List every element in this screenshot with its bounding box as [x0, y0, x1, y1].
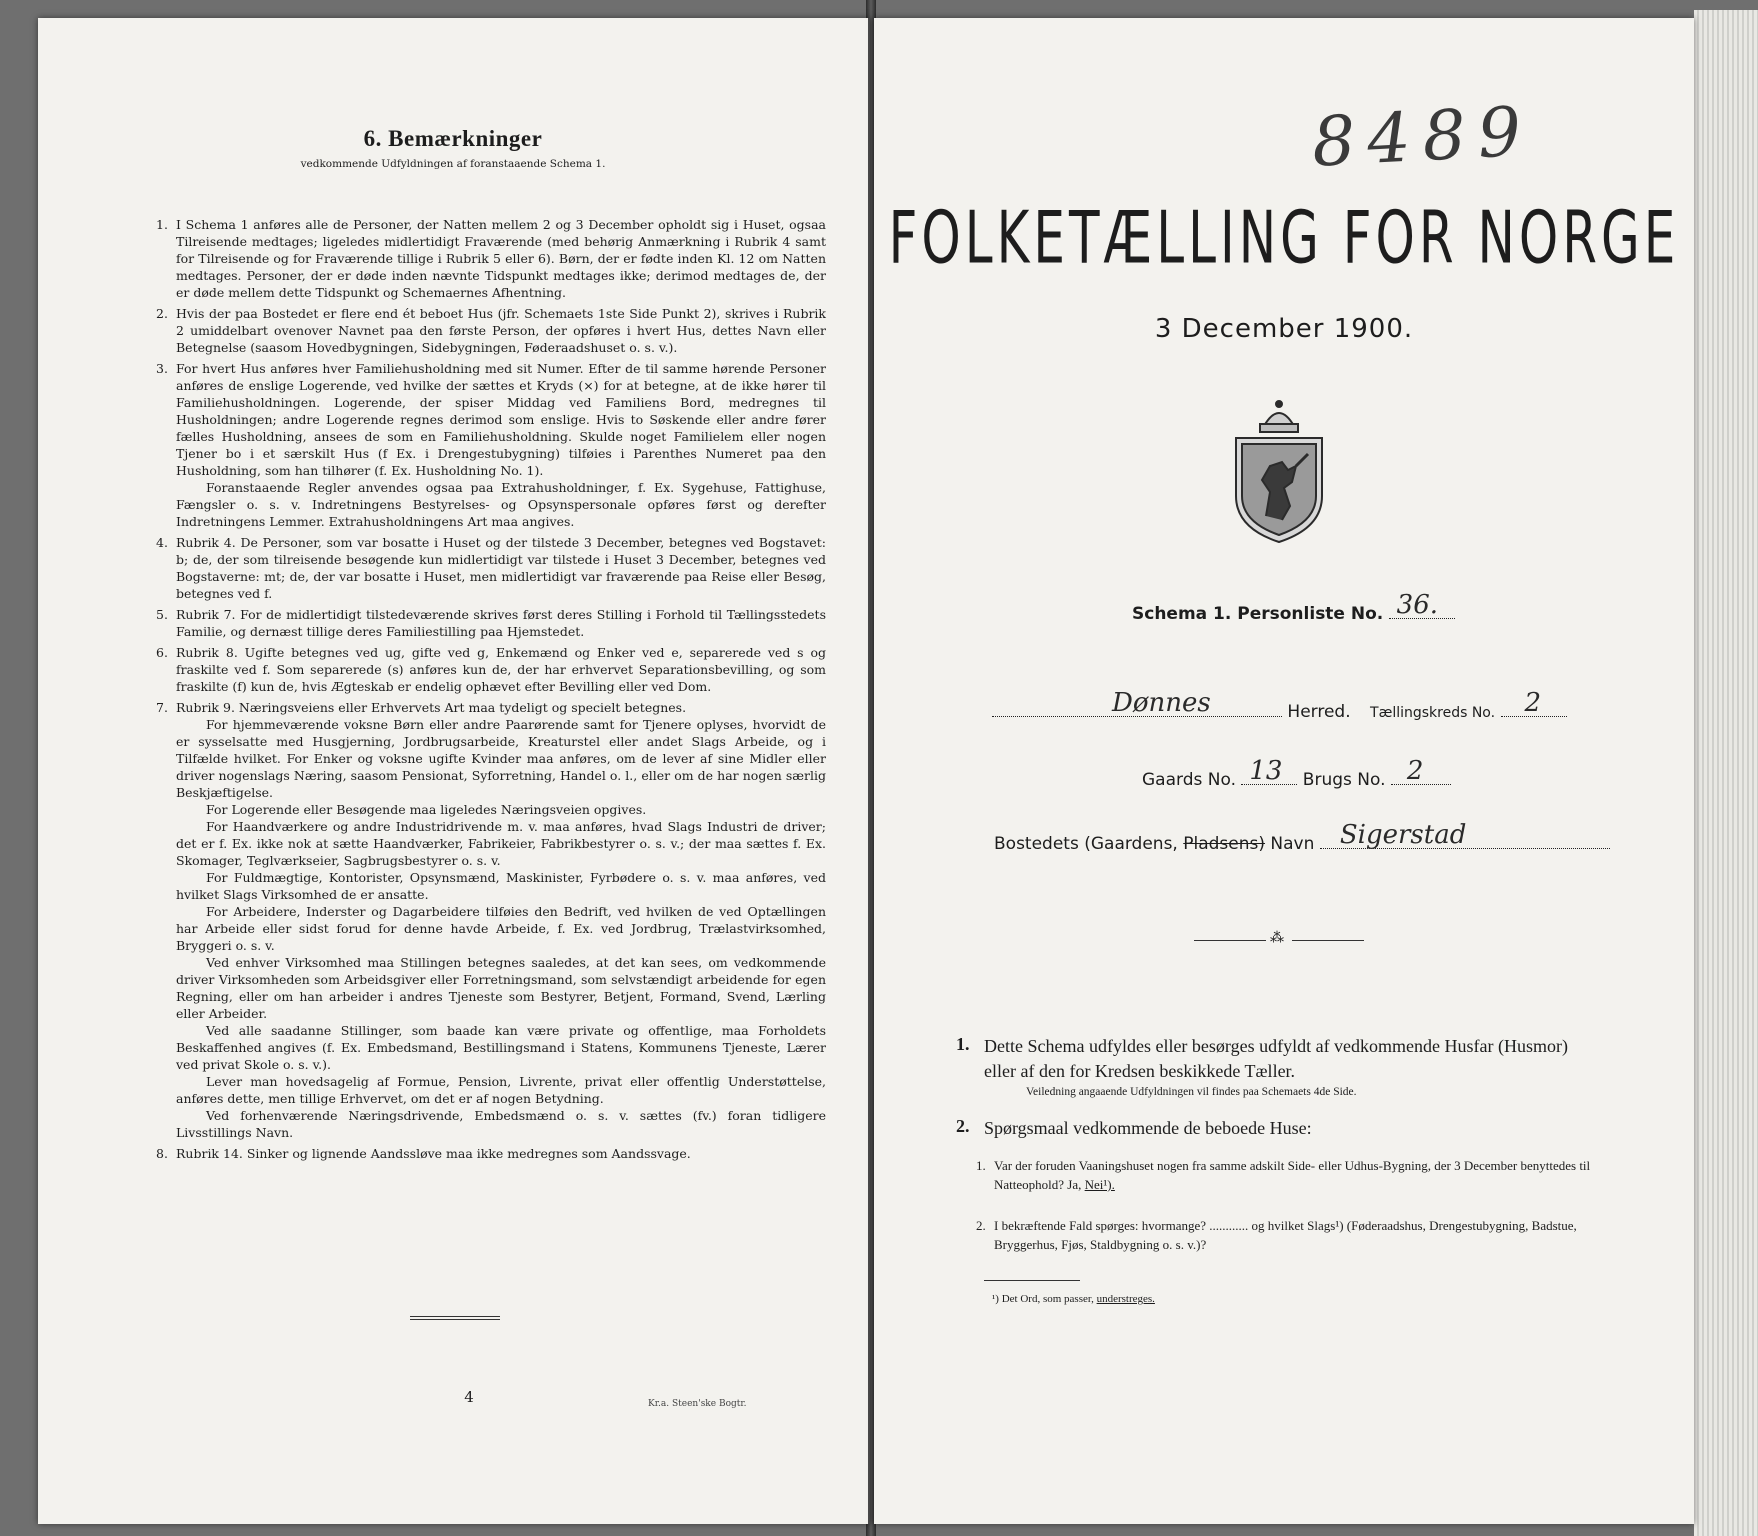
bosted-value: Sigerstad	[1339, 820, 1467, 850]
kreds-field[interactable]	[1501, 688, 1567, 718]
remarks-list	[156, 216, 826, 1166]
remark-paragraph: For Arbeidere, Inderster og Dagarbeidere tilføies den Bedrift, ved hvilken de ved Optællingen har Arbeide eller sidst forud for denne havde Arbeide, f. Ex. ved Jordbrug, Trælastvirksomhed, Bryggeri o. s. v.	[176, 904, 826, 953]
footnote	[992, 1293, 1155, 1305]
gaards-value: 13	[1249, 756, 1283, 786]
footnote-rule	[984, 1280, 1080, 1281]
remark-item	[156, 216, 826, 301]
remark-item	[156, 305, 826, 356]
remark-item	[156, 699, 826, 1141]
herred-line	[992, 688, 1567, 722]
remark-paragraph: For Fuldmægtige, Kontorister, Opsynsmænd, Maskinister, Fyrbødere o. s. v. maa anføres, ved hvilket Slags Virksomhed de er ansatte.	[176, 870, 826, 902]
bosted-line	[994, 820, 1610, 854]
remark-paragraph: Rubrik 14. Sinker og lignende Aandssløve maa ikke medregnes som Aandssvage.	[176, 1146, 691, 1161]
instruction-2-number: 2.	[956, 1116, 970, 1136]
herred-field[interactable]	[992, 688, 1282, 718]
remark-item	[156, 1145, 826, 1162]
herred-value: Dønnes	[1112, 688, 1211, 718]
remark-number: 7.	[156, 700, 168, 715]
gaards-line	[1142, 756, 1451, 790]
left-page	[38, 18, 870, 1524]
gaards-field[interactable]	[1241, 756, 1297, 786]
instruction-2-text: Spørgsmaal vedkommende de beboede Huse:	[984, 1118, 1312, 1138]
remark-paragraph: Lever man hovedsagelig af Formue, Pension, Livrente, privat eller offentlig Understøttelse, anføres dette, men tillige Erhvervet, om det er af nogen Betydning.	[176, 1074, 826, 1106]
bosted-field[interactable]	[1320, 820, 1610, 850]
question-1	[976, 1156, 1604, 1194]
question-2	[976, 1216, 1604, 1254]
instruction-1-note: Veiledning angaaende Udfyldningen vil findes paa Schemaets 4de Side.	[1026, 1086, 1357, 1098]
remarks-divider	[410, 1316, 500, 1320]
remark-paragraph: Rubrik 8. Ugifte betegnes ved ug, gifte ved g, Enkemænd og Enker ved e, separerede ved s og fraskilte ved f. Som separerede (s) anføres kun de, der har erhvervet Separationsbevilling, og som fraskilte (f) kun de, hvis Ægteskab er endelig ophævet efter Bevilling eller ved Dom.	[176, 645, 826, 694]
schema-label: Schema 1. Personliste No.	[1132, 604, 1384, 624]
right-page	[874, 18, 1694, 1524]
census-date: 3 December 1900.	[1154, 314, 1414, 344]
page-number: 4	[464, 1388, 474, 1406]
instruction-1-number: 1.	[956, 1034, 970, 1054]
instruction-1-text: Dette Schema udfyldes eller besørges udfyldt af vedkommende Husfar (Husmor) eller af den for Kredsen beskikkede Tæller.	[984, 1036, 1568, 1081]
personliste-field[interactable]	[1389, 590, 1455, 620]
remark-paragraph: Ved enhver Virksomhed maa Stillingen betegnes saaledes, at det kan sees, om vedkommende driver Virksomheden som Arbeidsgiver eller Forretningsmand, som selvstændigt arbeidende for egen Regning, eller om han arbeider i andres Tjeneste som Bestyrer, Betjent, Formand, Svend, Lærling eller Arbeider.	[176, 955, 826, 1021]
herred-label: Herred.	[1287, 702, 1351, 722]
remarks-subtitle: vedkommende Udfyldningen af foranstaaende Schema 1.	[300, 158, 606, 170]
instruction-1	[956, 1034, 1584, 1100]
question-1-number: 1.	[976, 1158, 986, 1173]
remark-number: 2.	[156, 306, 168, 321]
remark-number: 3.	[156, 361, 168, 376]
bosted-label-a: Bostedets (Gaardens,	[994, 834, 1178, 854]
remark-paragraph: Foranstaaende Regler anvendes ogsaa paa Extrahusholdninger, f. Ex. Sygehuse, Fattighuse, Fængsler o. s. v. Indretningens Bestyrelses- og Opsynspersonale opføres først og derefter Indretningens Lemmer. Extrahusholdningens Art maa angives.	[176, 480, 826, 529]
remark-paragraph: For hjemmeværende voksne Børn eller andre Paarørende samt for Tjenere oplyses, hvorvidt de er sysselsatte med Husgjerning, Jordbrugsarbeide, Kreaturstel eller andet Slags Arbeide, og i Tilfælde hvilket. For Enker og voksne ugifte Kvinder maa anføres, om de lever af sine Midler eller driver nogenslags Næring, saasom Pensionat, Syforretning, Handel o. l., eller om de har nogen særlig Beskjæftigelse.	[176, 717, 826, 800]
answer-ja[interactable]: Ja,	[1067, 1177, 1082, 1192]
remark-item	[156, 360, 826, 530]
remark-paragraph: For Haandværkere og andre Industridrivende m. v. maa anføres, hvad Slags Industri de driver; det er f. Ex. ikke nok at sætte Haandværker, Fabrikeier, Fabrikbestyrer o. s. v.; der maa sættes f. Ex. Skomager, Teglværkseier, Sagbrugsbestyrer o. s. v.	[176, 819, 826, 868]
remark-item	[156, 644, 826, 695]
gaards-label: Gaards No.	[1142, 770, 1236, 790]
catalog-number: 8489	[1310, 92, 1535, 183]
remark-item	[156, 534, 826, 602]
page-stack-edge	[1694, 10, 1758, 1536]
remark-number: 6.	[156, 645, 168, 660]
ornament-divider: ⁂	[1194, 934, 1364, 948]
remark-paragraph: Ved forhenværende Næringsdrivende, Embedsmænd o. s. v. sættes (fv.) foran tidligere Livsstillings Navn.	[176, 1108, 826, 1140]
question-1-text: Var der foruden Vaaningshuset nogen fra samme adskilt Side- eller Udhus-Bygning, der 3 December benyttedes til Natteophold?	[994, 1158, 1591, 1192]
remarks-title: 6. Bemærkninger	[363, 126, 543, 151]
footnote-underlined: understreges.	[1096, 1293, 1155, 1305]
question-2-number: 2.	[976, 1218, 986, 1233]
question-2-text: I bekræftende Fald spørges: hvormange? ............ og hvilket Slags¹) (Føderaadshus, Drengestubygning, Badstue, Bryggerhus, Fjøs, Staldbygning o. s. v.)?	[994, 1218, 1577, 1252]
remark-paragraph: Hvis der paa Bostedet er flere end ét beboet Hus (jfr. Schemaets 1ste Side Punkt 2), skrives i Rubrik 2 umiddelbart ovenover Navnet paa den første Person, der opføres i hvert Hus, dettes Navn eller Betegnelse (saasom Hovedbygningen, Sidebygningen, Føderaadshuset o. s. v.).	[176, 306, 826, 355]
remark-paragraph: For Logerende eller Besøgende maa ligeledes Næringsveien opgives.	[206, 802, 647, 817]
remark-paragraph: Rubrik 4. De Personer, som var bosatte i Huset og der tilstede 3 December, betegnes ved Bogstavet: b; de, der som tilreisende besøgende kun midlertidigt var tilstede i Huset 3 December, betegnes ved Bogstaverne: mt; de, der var bosatte i Huset, men midlertidigt var fraværende paa Reise eller Besøg, betegnes ved f.	[176, 535, 826, 601]
brugs-value: 2	[1406, 756, 1424, 786]
brugs-label: Brugs No.	[1302, 770, 1386, 790]
remark-paragraph: Rubrik 9. Næringsveiens eller Erhvervets Art maa tydeligt og specielt betegnes.	[176, 700, 687, 715]
personliste-value: 36.	[1396, 590, 1439, 620]
bosted-label-struck: Pladsens)	[1183, 834, 1266, 854]
instruction-2	[956, 1116, 1584, 1141]
kreds-value: 2	[1524, 688, 1542, 718]
coat-of-arms-icon	[1226, 396, 1332, 546]
remark-paragraph: I Schema 1 anføres alle de Personer, der Natten mellem 2 og 3 December opholdt sig i Huset, ogsaa Tilreisende medtages; ligeledes midlertidigt Fraværende (med behørig Anmærkning i Rubrik 4 samt for Tilreisende og for Fraværende tillige i Rubrik 5 eller 6). Børn, der er fødte inden Kl. 12 om Natten medtages. Personer, der er døde inden nævnte Tidspunkt medtages ikke; derimod medtages de, der er døde mellem dette Tidspunkt og Schemaernes Afhentning.	[176, 217, 826, 300]
printer-imprint: Kr.a. Steen'ske Bogtr.	[648, 1399, 747, 1409]
remark-paragraph: Rubrik 7. For de midlertidigt tilstedeværende skrives først deres Stilling i Forhold til Tællingsstedets Familie, og dernæst tillige deres Familiestilling paa Hjemstedet.	[176, 607, 826, 639]
remark-paragraph: For hvert Hus anføres hver Familiehusholdning med sit Numer. Efter de til samme hørende Personer anføres de enslige Logerende, ved hvilke der sættes et Kryds (×) for at betegne, at de ikke hører til Familiehusholdningen. Logerende, der spiser Middag ved Familiens Bord, medregnes til Husholdningen; andre Logerende regnes derimod som enslige. Hvis to Søskende eller andre fører fælles Husholdning, ansees de som en Familiehusholdning. Skulde noget Familielem eller nogen Tjener bo i et særskilt Hus (f Ex. i Drengestubygning) tilføies i Parenthes Numeret paa den Husholdning, som han tilhører (f. Ex. Husholdning No. 1).	[176, 361, 826, 478]
bosted-label-b: Navn	[1270, 834, 1315, 854]
schema-line	[1132, 590, 1455, 624]
footnote-text: ¹) Det Ord, som passer,	[992, 1293, 1094, 1305]
remark-item	[156, 606, 826, 640]
remark-number: 8.	[156, 1146, 168, 1161]
brugs-field[interactable]	[1391, 756, 1451, 786]
census-title: FOLKETÆLLING FOR NORGE	[888, 196, 1680, 281]
kreds-label: Tællingskreds No.	[1370, 705, 1496, 721]
remark-number: 5.	[156, 607, 168, 622]
remark-paragraph: Ved alle saadanne Stillinger, som baade kan være private og offentlige, maa Forholdets Beskaffenhed angives (f. Ex. Embedsmand, Bestillingsmand i Statens, Kommunens Tjeneste, Lærer ved privat Skole o. s. v.).	[176, 1023, 826, 1072]
remark-number: 4.	[156, 535, 168, 550]
remark-number: 1.	[156, 217, 168, 232]
answer-nei[interactable]: Nei¹).	[1084, 1177, 1115, 1192]
